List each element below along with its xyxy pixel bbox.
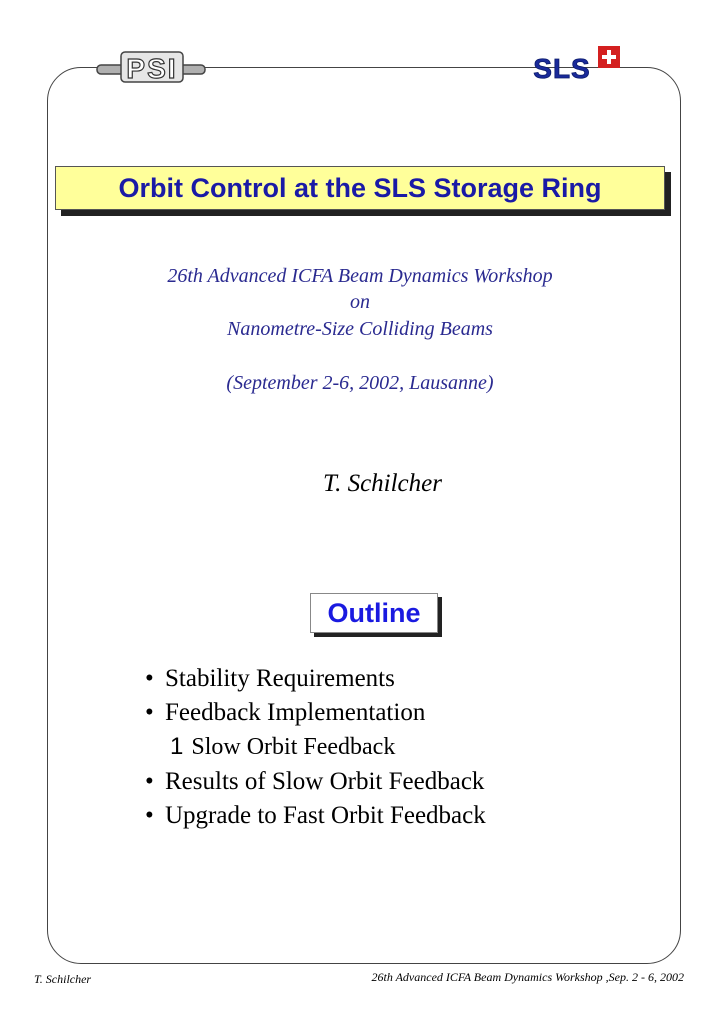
outline-item-text: Upgrade to Fast Orbit Feedback xyxy=(165,802,486,829)
psi-logo xyxy=(95,46,207,91)
outline-box xyxy=(310,593,438,633)
footer-author: T. Schilcher xyxy=(34,972,92,986)
bullet-icon: • xyxy=(145,665,154,692)
outline-item-text: Feedback Implementation xyxy=(165,699,426,726)
conference-topic: Nanometre-Size Colliding Beams xyxy=(227,318,493,340)
outline-item xyxy=(145,665,395,693)
outline-item-text: Stability Requirements xyxy=(165,665,395,692)
conference-date-place: (September 2-6, 2002, Lausanne) xyxy=(226,372,494,394)
outline-item xyxy=(145,699,425,727)
bullet-icon: • xyxy=(145,802,154,829)
conference-on: on xyxy=(350,291,370,313)
footer-conference: 26th Advanced ICFA Beam Dynamics Workshop ,Sep. 2 - 6, 2002 xyxy=(371,970,684,984)
sub-item-number: 1 xyxy=(170,733,184,760)
outline-item xyxy=(145,802,486,830)
outline-sub-item xyxy=(170,733,395,761)
page-title: Orbit Control at the SLS Storage Ring xyxy=(55,166,665,210)
author-name: T. Schilcher xyxy=(323,470,442,497)
outline-heading: Outline xyxy=(310,593,438,633)
outline-item-text: Results of Slow Orbit Feedback xyxy=(165,768,485,795)
conference-name: 26th Advanced ICFA Beam Dynamics Workshop xyxy=(167,265,553,287)
title-banner xyxy=(55,166,665,210)
sub-item-text: Slow Orbit Feedback xyxy=(191,734,396,760)
svg-text:PSI: PSI xyxy=(126,53,178,84)
svg-text:SLS: SLS xyxy=(533,53,591,84)
outline-item xyxy=(145,768,484,796)
bullet-icon: • xyxy=(145,768,154,795)
sls-logo xyxy=(522,46,632,91)
bullet-icon: • xyxy=(145,699,154,726)
